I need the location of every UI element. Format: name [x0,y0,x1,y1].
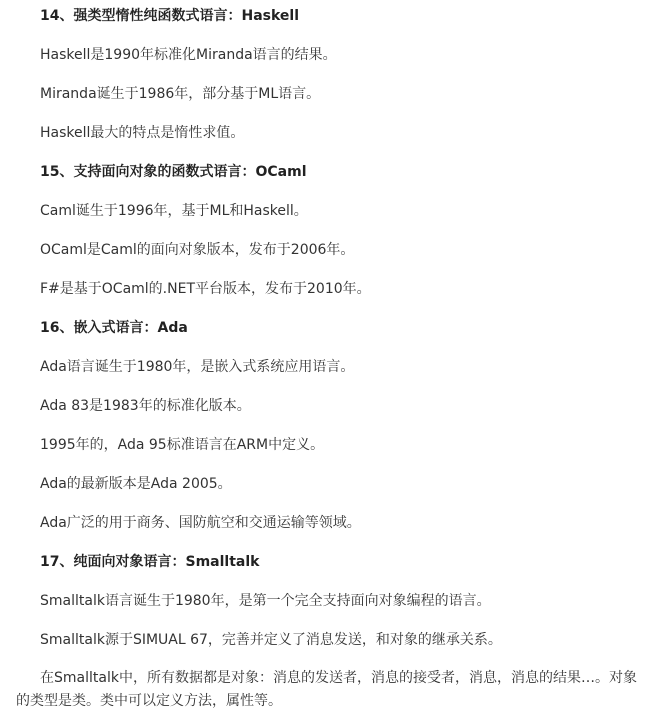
paragraph: OCaml是Caml的面向对象版本，发布于2006年。 [40,242,355,258]
paragraph: F#是基于OCaml的.NET平台版本，发布于2010年。 [40,281,371,297]
paragraph: Miranda诞生于1986年，部分基于ML语言。 [40,86,321,102]
paragraph: Ada广泛的用于商务、国防航空和交通运输等领域。 [40,515,361,531]
paragraph: Ada 83是1983年的标准化版本。 [40,398,251,414]
paragraph: Smalltalk语言诞生于1980年，是第一个完全支持面向对象编程的语言。 [40,593,491,609]
section-heading-ocaml: 15、支持面向对象的函数式语言：OCaml [40,164,307,180]
section-heading-smalltalk: 17、纯面向对象语言：Smalltalk [40,554,260,570]
section-heading-haskell: 14、强类型惰性纯函数式语言：Haskell [40,8,300,24]
paragraph: 1995年的，Ada 95标准语言在ARM中定义。 [40,437,325,453]
paragraph: Haskell是1990年标准化Miranda语言的结果。 [40,47,337,63]
section-heading-ada: 16、嵌入式语言：Ada [40,320,188,336]
paragraph: Ada的最新版本是Ada 2005。 [40,476,232,492]
paragraph-wrapped: 在Smalltalk中，所有数据都是对象：消息的发送者，消息的接受者，消息，消息的结果…。对象的类型是类。类中可以定义方法，属性等。 [16,670,637,709]
paragraph: Haskell最大的特点是惰性求值。 [40,125,245,141]
paragraph: Smalltalk源于SIMUAL 67，完善并定义了消息发送，和对象的继承关系。 [40,632,502,648]
paragraph: Caml诞生于1996年，基于ML和Haskell。 [40,203,308,219]
paragraph: Ada语言诞生于1980年，是嵌入式系统应用语言。 [40,359,355,375]
